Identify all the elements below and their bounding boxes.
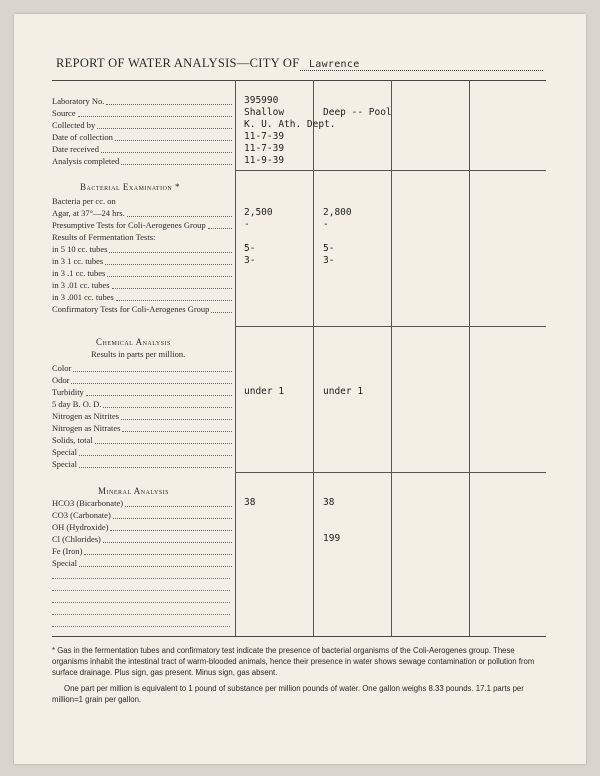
chemical-row-8-label: Special <box>52 459 78 469</box>
chemical-separator-2 <box>314 472 391 473</box>
bacterial-row-0-label: Bacteria per cc. on <box>52 196 116 206</box>
chemical-row-2-value-1: under 1 <box>244 386 285 397</box>
bacterial-row-2-value-2: - <box>323 219 329 230</box>
bacterial-row-4-value-1: 5- <box>244 243 256 254</box>
chemical-row-1-label: Odor <box>52 375 70 385</box>
general-separator-1 <box>236 170 313 171</box>
footnote-gas: * Gas in the fermentation tubes and confirmatory test indicate the presence of bacterial organisms of the Coli-Aerogenes group. These organisms inhabit the intestinal tract of warm-blooded animals, hence their presence in water shows sewage contamination or pollution from surface drainage. Plus sign, gas present. Minus sign, gas absent. <box>52 646 535 677</box>
bacterial-row-3-label: Results of Fermentation Tests: <box>52 232 156 242</box>
bacterial-row-8-leader <box>116 300 232 301</box>
chemical-row-3-leader <box>103 407 232 408</box>
footnote-ppm: One part per million is equivalent to 1 pound of substance per million pounds of water. One gallon weighs 8.33 pounds. 17.1 parts per million=1 grain per gallon. <box>52 684 524 704</box>
mineral-row-3-value-2: 199 <box>323 533 341 544</box>
general-row-2-label: Collected by <box>52 120 96 130</box>
general-row-1-value-1: Shallow <box>244 107 285 118</box>
bacterial-row-4-value-2: 5- <box>323 243 335 254</box>
mineral-row-5-leader <box>79 566 232 567</box>
general-row-4-leader <box>101 152 232 153</box>
chemical-row-2-label: Turbidity <box>52 387 84 397</box>
chemical-row-7-label: Special <box>52 447 78 457</box>
general-row-3-label: Date of collection <box>52 132 113 142</box>
bacterial-row-2-leader <box>208 228 232 229</box>
general-separator-4 <box>470 170 546 171</box>
mineral-row-0-leader <box>125 506 232 507</box>
chemical-row-4-label: Nitrogen as Nitrites <box>52 411 120 421</box>
blank-line-3 <box>52 614 230 615</box>
chemical-row-5-label: Nitrogen as Nitrates <box>52 423 121 433</box>
general-row-5-label: Analysis completed <box>52 156 120 166</box>
form-title <box>56 56 360 71</box>
mineral-header: Mineral Analysis <box>98 486 169 496</box>
column-divider-3 <box>391 80 392 636</box>
general-row-4-label: Date received <box>52 144 99 154</box>
chemical-separator-1 <box>236 472 313 473</box>
bacterial-row-7-leader <box>112 288 232 289</box>
general-row-3-leader <box>115 140 232 141</box>
chemical-separator-4 <box>470 472 546 473</box>
chemical-row-4-leader <box>121 419 232 420</box>
bacterial-row-2-label: Presumptive Tests for Coli-Aerogenes Group <box>52 220 206 230</box>
bacterial-row-6-leader <box>107 276 232 277</box>
bacterial-row-1-leader <box>127 216 232 217</box>
general-row-2-leader <box>97 128 232 129</box>
general-row-5-value-1: 11-9-39 <box>244 155 285 166</box>
mineral-row-2-label: OH (Hydroxide) <box>52 522 109 532</box>
general-row-2-value-1: K. U. Ath. Dept. <box>244 119 336 130</box>
general-row-1-leader <box>78 116 232 117</box>
chemical-subheader: Results in parts per million. <box>91 349 186 359</box>
blank-line-2 <box>52 602 230 603</box>
general-row-3-value-1: 11-7-39 <box>244 131 285 142</box>
blank-line-1 <box>52 590 230 591</box>
bacterial-separator-2 <box>314 326 391 327</box>
city-value: Lawrence <box>308 59 360 70</box>
column-divider-2 <box>313 80 314 636</box>
mineral-row-3-leader <box>103 542 232 543</box>
chemical-row-6-label: Solids, total <box>52 435 93 445</box>
general-row-0-leader <box>106 104 232 105</box>
mineral-row-1-label: CO3 (Carbonate) <box>52 510 111 520</box>
bacterial-header: Bacterial Examination * <box>80 182 180 192</box>
bacterial-row-5-value-2: 3- <box>323 255 335 266</box>
bacterial-row-7-label: in 3 .01 cc. tubes <box>52 280 110 290</box>
bacterial-row-4-label: in 5 10 cc. tubes <box>52 244 108 254</box>
city-underline <box>300 70 543 71</box>
mineral-row-1-leader <box>113 518 232 519</box>
chemical-row-0-label: Color <box>52 363 72 373</box>
mineral-row-0-value-1: 38 <box>244 497 256 508</box>
bacterial-row-1-label: Agar, at 37°—24 hrs. <box>52 208 125 218</box>
bacterial-row-2-value-1: - <box>244 219 250 230</box>
mineral-row-0-value-2: 38 <box>323 497 335 508</box>
column-divider-1 <box>235 80 236 636</box>
chemical-row-5-leader <box>122 431 232 432</box>
bacterial-row-5-value-1: 3- <box>244 255 256 266</box>
bacterial-row-5-leader <box>105 264 232 265</box>
bacterial-row-4-leader <box>109 252 232 253</box>
bacterial-row-9-label: Confirmatory Tests for Coli-Aerogenes Group <box>52 304 210 314</box>
mineral-row-4-label: Fe (Iron) <box>52 546 83 556</box>
bacterial-row-6-label: in 3 .1 cc. tubes <box>52 268 106 278</box>
chemical-header: Chemical Analysis <box>96 337 171 347</box>
general-row-1-label: Source <box>52 108 76 118</box>
chemical-row-7-leader <box>79 455 232 456</box>
blank-line-0 <box>52 578 230 579</box>
general-row-1-value-2: Deep -- Pool <box>323 107 392 118</box>
mineral-row-5-label: Special <box>52 558 78 568</box>
general-row-4-value-1: 11-7-39 <box>244 143 285 154</box>
bacterial-row-1-value-2: 2,800 <box>323 207 352 218</box>
mineral-row-4-leader <box>84 554 232 555</box>
bacterial-separator-4 <box>470 326 546 327</box>
bacterial-row-9-leader <box>211 312 232 313</box>
general-separator-3 <box>392 170 469 171</box>
general-row-5-leader <box>121 164 232 165</box>
bottom-rule <box>52 636 546 637</box>
chemical-separator-3 <box>392 472 469 473</box>
chemical-row-6-leader <box>95 443 232 444</box>
mineral-row-3-label: Cl (Chlorides) <box>52 534 101 544</box>
top-rule <box>52 80 546 81</box>
bacterial-row-1-value-1: 2,500 <box>244 207 273 218</box>
mineral-row-2-leader <box>110 530 232 531</box>
general-row-0-value-1: 395990 <box>244 95 279 106</box>
general-separator-2 <box>314 170 391 171</box>
form-title-text: REPORT OF WATER ANALYSIS—CITY OF <box>56 56 300 70</box>
chemical-row-8-leader <box>79 467 232 468</box>
chemical-row-0-leader <box>73 371 232 372</box>
mineral-row-0-label: HCO3 (Bicarbonate) <box>52 498 124 508</box>
general-row-0-label: Laboratory No. <box>52 96 105 106</box>
bacterial-row-8-label: in 3 .001 cc. tubes <box>52 292 114 302</box>
bacterial-separator-1 <box>236 326 313 327</box>
chemical-row-2-value-2: under 1 <box>323 386 364 397</box>
chemical-row-1-leader <box>71 383 232 384</box>
chemical-row-3-label: 5 day B. O. D. <box>52 399 102 409</box>
chemical-row-2-leader <box>86 395 232 396</box>
bacterial-separator-3 <box>392 326 469 327</box>
blank-line-4 <box>52 626 230 627</box>
column-divider-4 <box>469 80 470 636</box>
bacterial-row-5-label: in 3 1 cc. tubes <box>52 256 104 266</box>
